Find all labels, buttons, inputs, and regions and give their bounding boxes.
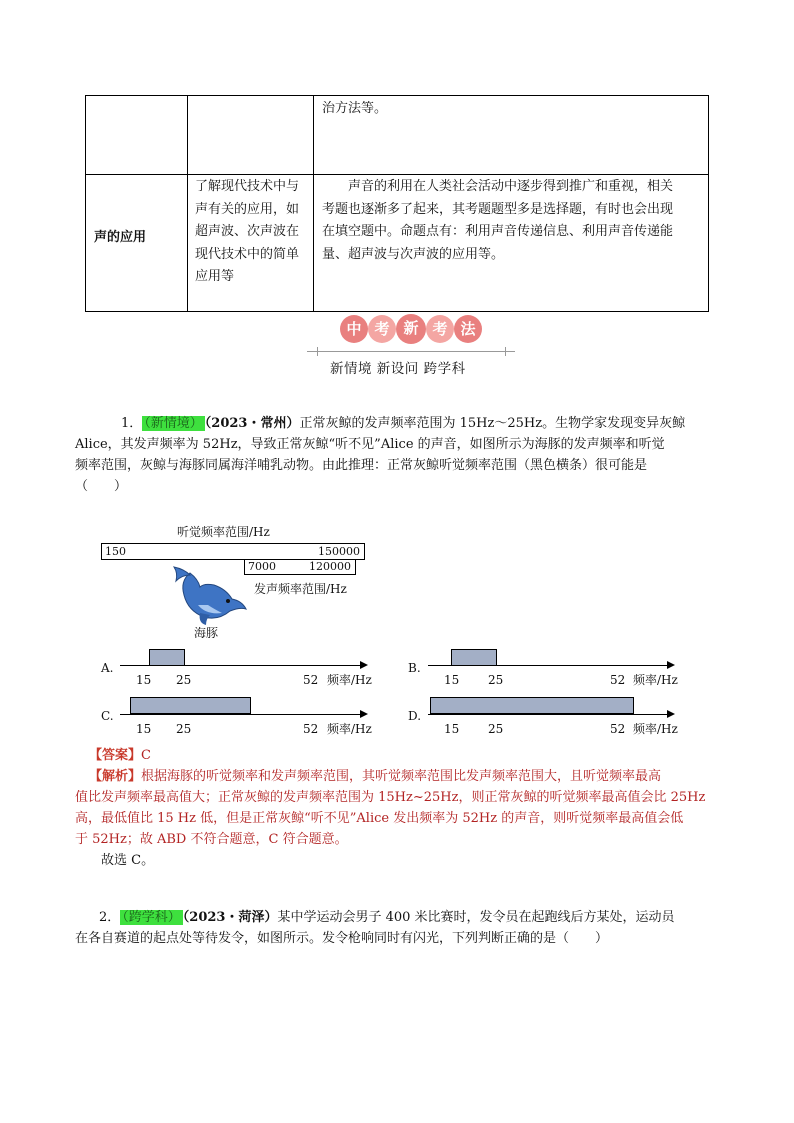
question-source: （2023・菏泽）	[182, 910, 278, 925]
table-line: 现代技术中的简单	[195, 246, 300, 262]
table-line: 量、超声波与次声波的应用等。	[322, 246, 505, 262]
conclusion-text: 故选 C。	[101, 853, 155, 868]
tick-label: 25	[176, 722, 192, 736]
dolphin-illustration	[170, 565, 250, 627]
tick-label: 25	[176, 673, 192, 687]
hearing-low-label: 150	[105, 545, 126, 558]
axis-unit-label: 频率/Hz	[327, 722, 372, 736]
question-line	[75, 413, 725, 434]
hearing-high-label: 150000	[318, 545, 360, 558]
table-divider	[86, 174, 708, 175]
range-bar	[430, 697, 634, 714]
table-cell-text: 治方法等。	[322, 101, 388, 116]
banner-subtitle: 新情境 新设问 跨学科	[330, 361, 466, 377]
table-row-heading: 声的应用	[94, 230, 147, 245]
analysis-label: 【解析】	[89, 769, 142, 784]
table-line: 应用等	[195, 269, 235, 284]
voice-low-label: 7000	[248, 560, 276, 573]
tick-label: 52	[610, 673, 626, 687]
table-line: 考题也逐渐多了起来，其考题题型多是选择题，有时也会出现	[322, 201, 674, 217]
table-divider	[187, 96, 188, 311]
question-source: （2023・常州）	[204, 416, 300, 431]
question-text: 在各自赛道的起点处等待发令，如图所示。发令枪响同时有闪光，下列判断正确的是（ ）	[75, 931, 609, 946]
voice-range-title: 发声频率范围/Hz	[254, 582, 347, 596]
answer-line	[75, 745, 725, 766]
option-label: C.	[101, 709, 114, 723]
answer-block	[75, 745, 725, 871]
hearing-range-bar	[101, 543, 365, 560]
answer-value: C	[141, 748, 151, 763]
voice-high-label: 120000	[309, 560, 351, 573]
question-1	[75, 413, 725, 497]
table-line: 在填空题中。命题点有：利用声音传递信息、利用声音传递能	[322, 224, 674, 239]
table-cell-objective	[195, 176, 311, 289]
analysis-text: 高，最低值比 15 Hz 低，但是正常灰鲸“听不见”Alice 发出频率为 52Hz 的声音，则听觉频率最高值会低	[75, 811, 684, 826]
table-line: 了解现代技术中与	[195, 179, 300, 194]
analysis-text: 于 52Hz；故 ABD 不符合题意，C 符合题意。	[75, 832, 348, 847]
banner-char: 中	[340, 315, 368, 343]
table-line: 声音的利用在人类社会活动中逐步得到推广和重视，相关	[322, 179, 674, 194]
table-line: 超声波、次声波在	[195, 224, 300, 239]
question-line	[75, 907, 725, 928]
tick-label: 25	[488, 673, 504, 687]
question-number: 1．	[121, 416, 143, 431]
option-label: D.	[408, 709, 422, 723]
exam-table	[85, 95, 709, 312]
question-tag: （跨学科）	[122, 910, 181, 925]
dolphin-label: 海豚	[194, 626, 219, 640]
tick-label: 52	[610, 722, 626, 736]
axis-arrow-icon	[360, 710, 368, 718]
tick-label: 25	[488, 722, 504, 736]
axis-arrow-icon	[667, 661, 675, 669]
question-text: 某中学运动会男子 400 米比赛时，发令员在起跑线后方某处，运动员	[277, 910, 675, 925]
axis-unit-label: 频率/Hz	[633, 673, 678, 687]
question-number: 2．	[99, 910, 121, 925]
table-divider	[313, 96, 314, 311]
question-text: 频率范围，灰鲸与海豚同属海洋哺乳动物。由此推理：正常灰鲸听觉频率范围（黑色横条）很可能是	[75, 458, 648, 473]
answer-label: 【答案】	[89, 748, 142, 763]
question-tag: （新情境）	[144, 416, 203, 431]
question-text: Alice，其发声频率为 52Hz，导致正常灰鲸“听不见”Alice 的声音，如图所示为海豚的发声频率和听觉	[75, 437, 665, 452]
table-cell-analysis	[322, 176, 706, 266]
tick-label: 15	[444, 673, 460, 687]
axis-arrow-icon	[667, 710, 675, 718]
banner-char: 新	[396, 314, 426, 344]
tick-label: 52	[303, 673, 319, 687]
banner-char: 法	[454, 315, 482, 343]
tick-label: 15	[444, 722, 460, 736]
question-text: 正常灰鲸的发声频率范围为 15Hz～25Hz。生物学家发现变异灰鲸	[299, 416, 686, 431]
tick-label: 15	[136, 673, 152, 687]
analysis-line	[75, 766, 725, 787]
range-bar	[149, 649, 185, 666]
option-label: A.	[101, 661, 114, 675]
analysis-text: 值比发声频率最高值大；正常灰鲸的发声频率范围为 15Hz~25Hz，则正常灰鲸的听觉频率最高值会比 25Hz	[75, 790, 706, 805]
question-text: （ ）	[75, 479, 128, 494]
axis-arrow-icon	[360, 661, 368, 669]
banner-char: 考	[426, 315, 454, 343]
axis-unit-label: 频率/Hz	[633, 722, 678, 736]
banner-char: 考	[368, 315, 396, 343]
banner-rule	[307, 351, 515, 352]
analysis-text: 根据海豚的听觉频率和发声频率范围，其听觉频率范围比发声频率范围大，且听觉频率最高	[141, 769, 662, 784]
banner-rule-tick	[505, 347, 506, 356]
tick-label: 52	[303, 722, 319, 736]
range-bar	[130, 697, 251, 714]
axis-line	[428, 714, 668, 715]
option-label: B.	[408, 661, 421, 675]
tick-label: 15	[136, 722, 152, 736]
range-bar	[451, 649, 497, 666]
voice-range-bar	[244, 559, 356, 575]
axis-line	[120, 714, 361, 715]
table-line: 声有关的应用，如	[195, 201, 300, 217]
banner-rule-tick	[317, 347, 318, 356]
axis-unit-label: 频率/Hz	[327, 673, 372, 687]
hearing-range-title: 听觉频率范围/Hz	[177, 525, 270, 539]
question-2	[75, 907, 725, 949]
